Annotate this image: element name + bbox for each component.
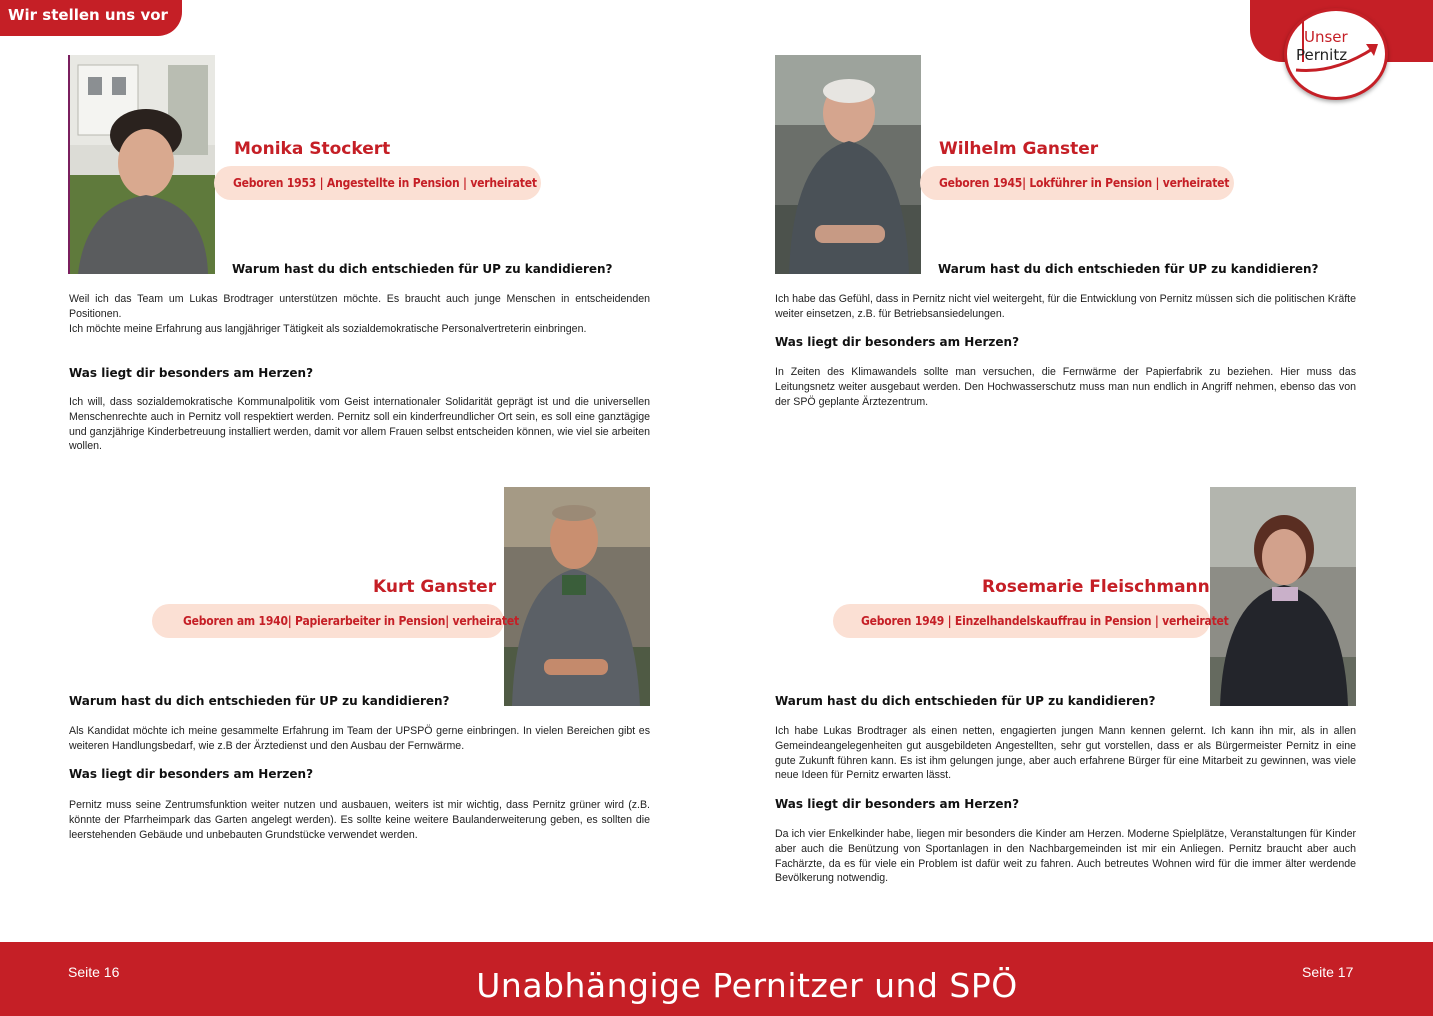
answer-heart: Ich will, dass sozialdemokratische Kommunalpolitik vom Geist internationaler Solidarität geprägt ist und die universellen Menschenrechte auch in Pernitz voll respektiert werden. Pernitz soll ein kinderfreundlicher Ort sein, es soll eine ganztägige und ganzjährige Kinderbetreuung installiert werden, damit vor allem Frauen selbst entscheiden können, wie viel sie arbeiten wollen. (69, 396, 650, 453)
candidate-name: Monika Stockert (234, 139, 391, 159)
question-heart: Was liegt dir besonders am Herzen? (69, 767, 314, 781)
answer-why: Weil ich das Team um Lukas Brodtrager unterstützen möchte. Es braucht auch junge Menschen in entscheidenden Positionen. Ich möchte meine Erfahrung aus langjähriger Tätigkeit als sozialdemokratische Personalvertreterin einbringen. (69, 293, 650, 335)
portrait-wilhelm-ganster (775, 55, 921, 274)
answer-heart: Da ich vier Enkelkinder habe, liegen mir besonders die Kinder am Herzen. Moderne Spielplätze, Veranstaltungen für Kinder aber auch die Benützung von Sportanlagen in den Nachbargemeinden ist mir ein Anliegen. Pernitz braucht aber auch Fachärzte, da es für viele ein Problem ist dafür weit zu fahren. Auch betreutes Wohnen wird für die immer älter werdende Bevölkerung notwendig. (775, 828, 1356, 885)
question-heart: Was liegt dir besonders am Herzen? (775, 797, 1020, 811)
candidate-name: Kurt Ganster (373, 577, 497, 597)
answer-heart: In Zeiten des Klimawandels sollte man versuchen, die Fernwärme der Papierfabrik zu beziehen. Hier muss das Leitungsnetz weiter ausgebaut werden. Den Hochwasserschutz muss man nun endlich in Angriff nehmen, ebenso das von der SPÖ geplante Ärztezentrum. (775, 366, 1356, 408)
question-heart: Was liegt dir besonders am Herzen? (69, 366, 314, 380)
question-why: Warum hast du dich entschieden für UP zu kandidieren? (232, 262, 613, 276)
logo-text-line1: Unser (1304, 28, 1348, 46)
question-why: Warum hast du dich entschieden für UP zu kandidieren? (938, 262, 1319, 276)
candidate-info-pill: Geboren am 1940| Papierarbeiter in Pension| verheiratet (152, 604, 504, 638)
section-tab: Wir stellen uns vor (0, 0, 182, 36)
portrait-rosemarie-fleischmann (1210, 487, 1356, 706)
footer-title: Unabhängige Pernitzer und SPÖ (476, 966, 1018, 1005)
logo-arrow-icon (1294, 40, 1382, 74)
answer-heart: Pernitz muss seine Zentrumsfunktion weiter nutzen und ausbauen, weiters ist mir wichtig, dass Pernitz grüner wird (z.B. könnte der Pfarrheimpark das Garten angelegt werden). Es sollte keine weitere Baulanderweiterung geben, es sollten die leerstehenden Gebäude und unbebauten Grundstücke verwendet werden. (69, 799, 650, 841)
answer-why: Ich habe Lukas Brodtrager als einen netten, engagierten jungen Mann kennen gelernt. Ich kann ihn mir, als in allen Gemeindeangelegenheiten gut ausgebildeten Angestellten, sehr gut vorstellen, dass er als Bürgermeister Pernitz in eine gute Zukunft führen kann. Es ist ihm gelungen junge, aber auch erfahrene Bürger für eine Mitarbeit zu gewinnen, was viele neue Ideen für Pernitz erwarten lässt. (775, 725, 1356, 782)
candidate-info-pill: Geboren 1945| Lokführer in Pension | verheiratet (920, 166, 1234, 200)
question-heart: Was liegt dir besonders am Herzen? (775, 335, 1020, 349)
question-why: Warum hast du dich entschieden für UP zu kandidieren? (775, 694, 1156, 708)
page-number-right: Seite 17 (1302, 964, 1354, 980)
candidate-info-pill: Geboren 1953 | Angestellte in Pension | verheiratet (214, 166, 541, 200)
candidate-info-pill: Geboren 1949 | Einzelhandelskauffrau in Pension | verheiratet (833, 604, 1210, 638)
portrait-kurt-ganster (504, 487, 650, 706)
portrait-monika-stockert (68, 55, 215, 274)
candidate-name: Rosemarie Fleischmann (982, 577, 1210, 597)
candidate-name: Wilhelm Ganster (939, 139, 1099, 159)
question-why: Warum hast du dich entschieden für UP zu kandidieren? (69, 694, 450, 708)
page-number-left: Seite 16 (68, 964, 120, 980)
answer-why: Als Kandidat möchte ich meine gesammelte Erfahrung im Team der UPSPÖ gerne einbringen. In vielen Bereichen gibt es weiteren Handlungsbedarf, wie z.B der Ärztedienst und den Ausbau der Fernwärme. (69, 725, 650, 752)
answer-why: Ich habe das Gefühl, dass in Pernitz nicht viel weitergeht, für die Entwicklung von Pernitz müssen sich die politischen Kräfte weiter einsetzen, z.B. für Betriebsansiedelungen. (775, 293, 1356, 320)
logo-text-line2: Pernitz (1296, 46, 1348, 64)
